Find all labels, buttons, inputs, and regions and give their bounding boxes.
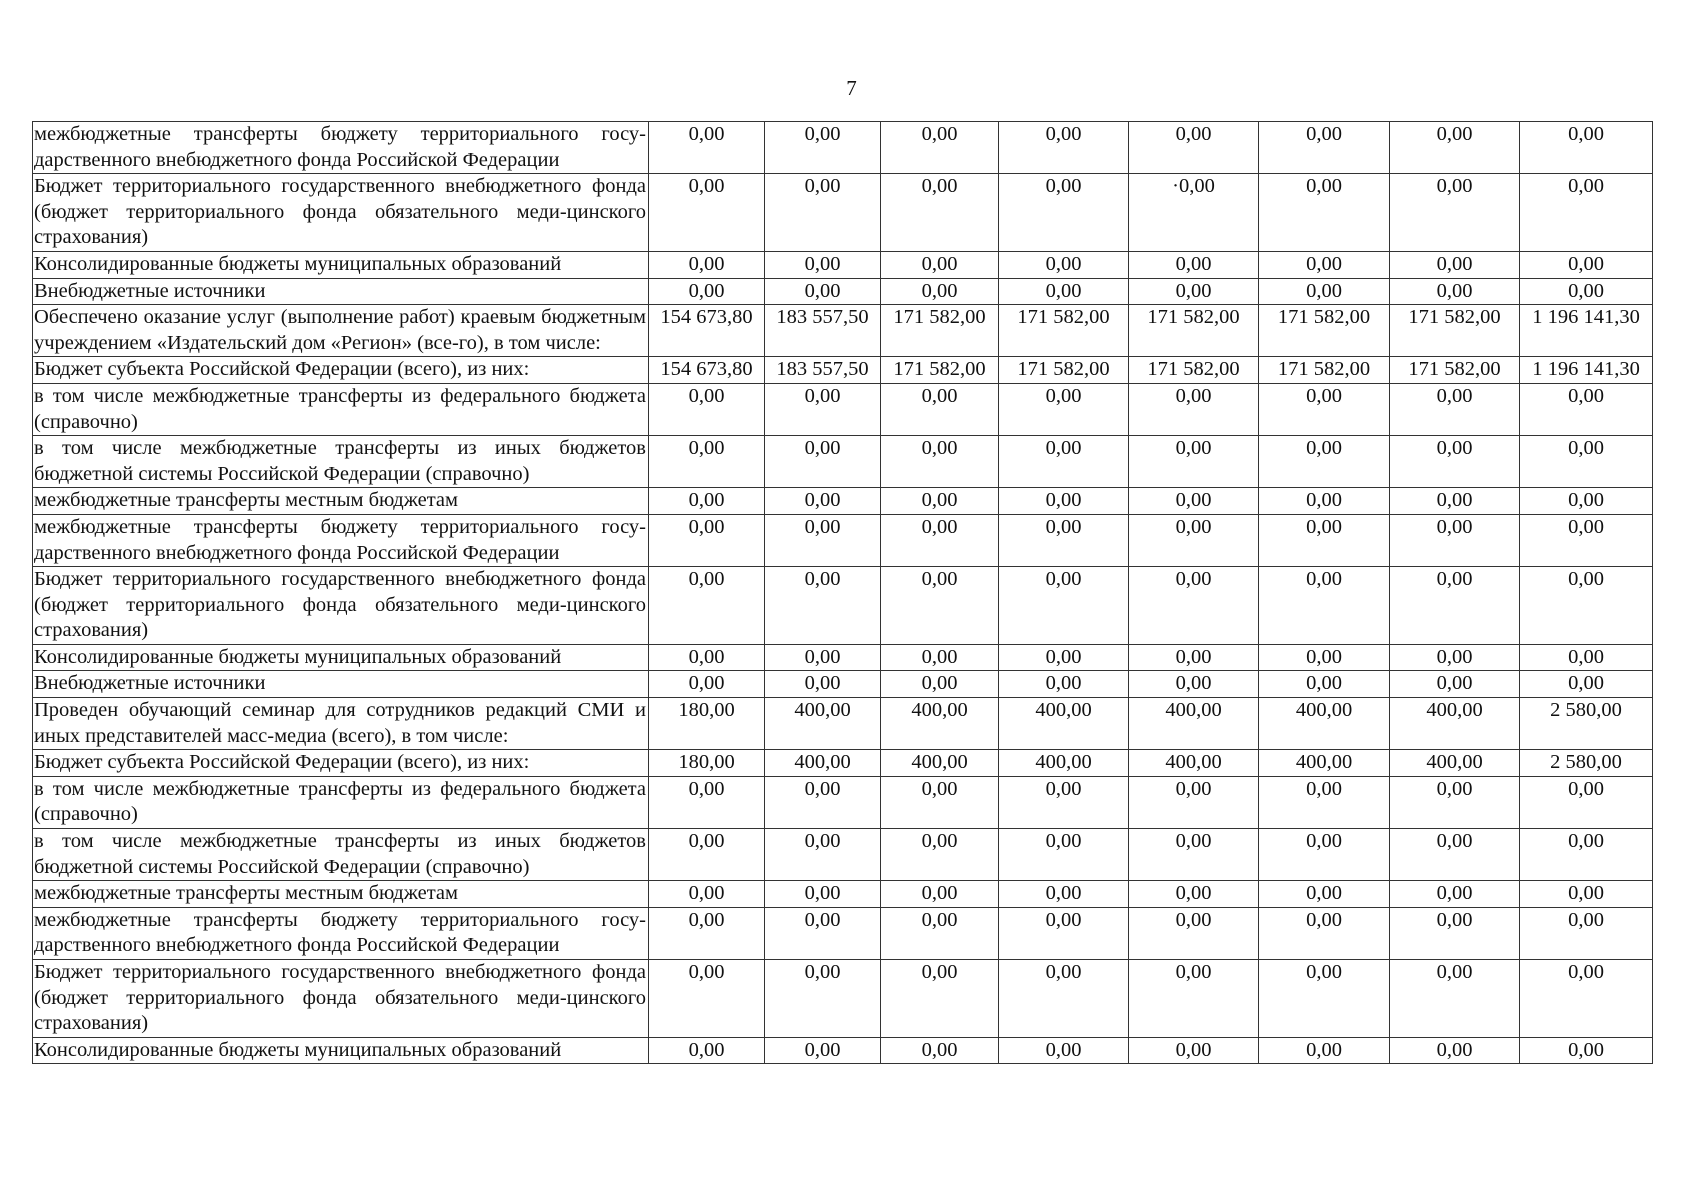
- row-label: Бюджет субъекта Российской Федерации (всего), из них:: [33, 750, 649, 777]
- value-cell: 0,00: [1259, 174, 1390, 252]
- value-cell: 0,00: [1259, 383, 1390, 435]
- value-cell: 0,00: [1390, 251, 1520, 278]
- row-label: Консолидированные бюджеты муниципальных образований: [33, 644, 649, 671]
- value-cell: 0,00: [1390, 881, 1520, 908]
- row-label: Внебюджетные источники: [33, 671, 649, 698]
- table-row: [33, 644, 1653, 671]
- value-cell: 0,00: [649, 436, 765, 488]
- value-cell: 0,00: [765, 829, 881, 881]
- value-cell: 0,00: [881, 278, 999, 305]
- table-row: [33, 436, 1653, 488]
- value-cell: 0,00: [999, 644, 1129, 671]
- value-cell: 0,00: [881, 251, 999, 278]
- value-cell: 0,00: [1390, 776, 1520, 828]
- value-cell: 400,00: [881, 750, 999, 777]
- row-label: Бюджет территориального государственного внебюджетного фонда (бюджет территориального фонда обязательного меди-цинского страхования): [33, 960, 649, 1038]
- value-cell: 0,00: [649, 383, 765, 435]
- value-cell: 400,00: [1259, 698, 1390, 750]
- value-cell: 0,00: [1259, 251, 1390, 278]
- value-cell: 0,00: [1259, 960, 1390, 1038]
- table-row: [33, 383, 1653, 435]
- table-row: [33, 776, 1653, 828]
- row-label: Внебюджетные источники: [33, 278, 649, 305]
- value-cell: 0,00: [765, 907, 881, 959]
- value-cell: 0,00: [1520, 829, 1653, 881]
- value-cell: 0,00: [1520, 881, 1653, 908]
- value-cell: 0,00: [1129, 488, 1259, 515]
- value-cell: 0,00: [765, 514, 881, 566]
- value-cell: 171 582,00: [1129, 305, 1259, 357]
- value-cell: 0,00: [1129, 383, 1259, 435]
- value-cell: 171 582,00: [1390, 305, 1520, 357]
- value-cell: 0,00: [1390, 567, 1520, 645]
- value-cell: 0,00: [1259, 776, 1390, 828]
- value-cell: 0,00: [1390, 514, 1520, 566]
- table-row: [33, 251, 1653, 278]
- value-cell: 400,00: [1259, 750, 1390, 777]
- value-cell: 0,00: [1520, 278, 1653, 305]
- value-cell: 0,00: [881, 776, 999, 828]
- table-row: [33, 567, 1653, 645]
- value-cell: 1 196 141,30: [1520, 305, 1653, 357]
- value-cell: 0,00: [999, 907, 1129, 959]
- value-cell: 0,00: [1390, 436, 1520, 488]
- value-cell: 0,00: [1259, 644, 1390, 671]
- value-cell: 400,00: [765, 750, 881, 777]
- row-label: межбюджетные трансферты местным бюджетам: [33, 881, 649, 908]
- row-label: межбюджетные трансферты бюджету территориального госу-дарственного внебюджетного фонда Российской Федерации: [33, 514, 649, 566]
- value-cell: 0,00: [999, 1037, 1129, 1064]
- value-cell: 0,00: [1520, 567, 1653, 645]
- value-cell: 0,00: [1129, 278, 1259, 305]
- value-cell: 0,00: [1520, 776, 1653, 828]
- value-cell: 0,00: [1129, 122, 1259, 174]
- value-cell: 0,00: [1520, 907, 1653, 959]
- value-cell: 0,00: [1129, 907, 1259, 959]
- value-cell: 0,00: [649, 881, 765, 908]
- value-cell: 171 582,00: [1129, 357, 1259, 384]
- value-cell: 180,00: [649, 698, 765, 750]
- value-cell: 0,00: [999, 251, 1129, 278]
- row-label: в том числе межбюджетные трансферты из иных бюджетов бюджетной системы Российской Федерации (справочно): [33, 829, 649, 881]
- table-row: [33, 881, 1653, 908]
- row-label: Консолидированные бюджеты муниципальных образований: [33, 1037, 649, 1064]
- value-cell: 0,00: [999, 488, 1129, 515]
- value-cell: 400,00: [999, 750, 1129, 777]
- value-cell: 0,00: [1129, 1037, 1259, 1064]
- table-row: [33, 1037, 1653, 1064]
- value-cell: 0,00: [1129, 671, 1259, 698]
- value-cell: 0,00: [881, 383, 999, 435]
- value-cell: 0,00: [1520, 436, 1653, 488]
- value-cell: 0,00: [999, 671, 1129, 698]
- value-cell: 0,00: [649, 644, 765, 671]
- value-cell: 180,00: [649, 750, 765, 777]
- value-cell: 0,00: [999, 383, 1129, 435]
- value-cell: 0,00: [1390, 488, 1520, 515]
- value-cell: 0,00: [1259, 829, 1390, 881]
- value-cell: 0,00: [765, 436, 881, 488]
- value-cell: 171 582,00: [1390, 357, 1520, 384]
- value-cell: 0,00: [881, 1037, 999, 1064]
- table-row: [33, 488, 1653, 515]
- value-cell: 0,00: [881, 960, 999, 1038]
- value-cell: 171 582,00: [881, 305, 999, 357]
- value-cell: 0,00: [1520, 174, 1653, 252]
- value-cell: 0,00: [1129, 644, 1259, 671]
- value-cell: 0,00: [1390, 907, 1520, 959]
- value-cell: 154 673,80: [649, 357, 765, 384]
- value-cell: 0,00: [881, 436, 999, 488]
- value-cell: 0,00: [765, 881, 881, 908]
- value-cell: 0,00: [881, 907, 999, 959]
- value-cell: 0,00: [1390, 122, 1520, 174]
- row-label: Консолидированные бюджеты муниципальных образований: [33, 251, 649, 278]
- value-cell: 0,00: [1520, 1037, 1653, 1064]
- row-label: Обеспечено оказание услуг (выполнение работ) краевым бюджетным учреждением «Издательский дом «Регион» (все-го), в том числе:: [33, 305, 649, 357]
- value-cell: 0,00: [1520, 122, 1653, 174]
- value-cell: 0,00: [881, 174, 999, 252]
- value-cell: 0,00: [765, 122, 881, 174]
- value-cell: 0,00: [1129, 960, 1259, 1038]
- value-cell: 0,00: [649, 1037, 765, 1064]
- value-cell: 0,00: [881, 488, 999, 515]
- table-row: [33, 305, 1653, 357]
- value-cell: 0,00: [1259, 881, 1390, 908]
- table-row: [33, 122, 1653, 174]
- value-cell: 0,00: [1390, 1037, 1520, 1064]
- value-cell: 0,00: [1259, 567, 1390, 645]
- value-cell: 0,00: [1259, 122, 1390, 174]
- value-cell: 0,00: [649, 514, 765, 566]
- value-cell: 0,00: [765, 251, 881, 278]
- budget-table: [32, 121, 1653, 1064]
- table-row: [33, 514, 1653, 566]
- value-cell: 0,00: [1259, 1037, 1390, 1064]
- value-cell: 171 582,00: [999, 357, 1129, 384]
- row-label: Бюджет территориального государственного внебюджетного фонда (бюджет территориального фонда обязательного меди-цинского страхования): [33, 567, 649, 645]
- value-cell: 2 580,00: [1520, 750, 1653, 777]
- value-cell: 0,00: [1129, 776, 1259, 828]
- value-cell: 0,00: [881, 122, 999, 174]
- value-cell: 0,00: [1390, 829, 1520, 881]
- value-cell: 0,00: [1520, 960, 1653, 1038]
- value-cell: 0,00: [999, 829, 1129, 881]
- value-cell: 0,00: [881, 829, 999, 881]
- value-cell: 0,00: [1390, 174, 1520, 252]
- table-row: [33, 907, 1653, 959]
- value-cell: ·0,00: [1129, 174, 1259, 252]
- value-cell: 0,00: [765, 671, 881, 698]
- value-cell: 400,00: [1129, 698, 1259, 750]
- value-cell: 400,00: [765, 698, 881, 750]
- value-cell: 0,00: [649, 776, 765, 828]
- value-cell: 0,00: [1390, 644, 1520, 671]
- budget-table-body: [33, 122, 1653, 1064]
- value-cell: 0,00: [999, 278, 1129, 305]
- value-cell: 0,00: [649, 488, 765, 515]
- row-label: Бюджет территориального государственного внебюджетного фонда (бюджет территориального фонда обязательного меди-цинского страхования): [33, 174, 649, 252]
- value-cell: 0,00: [1259, 488, 1390, 515]
- table-row: [33, 698, 1653, 750]
- value-cell: 0,00: [1520, 383, 1653, 435]
- value-cell: 0,00: [1390, 671, 1520, 698]
- value-cell: 0,00: [649, 829, 765, 881]
- value-cell: 0,00: [765, 1037, 881, 1064]
- value-cell: 171 582,00: [1259, 357, 1390, 384]
- table-row: [33, 174, 1653, 252]
- table-row: [33, 278, 1653, 305]
- value-cell: 0,00: [999, 174, 1129, 252]
- value-cell: 0,00: [1390, 278, 1520, 305]
- page-number: 7: [846, 76, 857, 100]
- value-cell: 0,00: [765, 488, 881, 515]
- table-row: [33, 357, 1653, 384]
- value-cell: 0,00: [999, 514, 1129, 566]
- value-cell: 0,00: [881, 567, 999, 645]
- value-cell: 0,00: [649, 567, 765, 645]
- table-row: [33, 750, 1653, 777]
- value-cell: 154 673,80: [649, 305, 765, 357]
- value-cell: 0,00: [1129, 881, 1259, 908]
- value-cell: 171 582,00: [1259, 305, 1390, 357]
- value-cell: 400,00: [1390, 698, 1520, 750]
- value-cell: 0,00: [1259, 278, 1390, 305]
- value-cell: 0,00: [649, 907, 765, 959]
- value-cell: 0,00: [1520, 671, 1653, 698]
- value-cell: 0,00: [1259, 514, 1390, 566]
- value-cell: 183 557,50: [765, 305, 881, 357]
- value-cell: 400,00: [1129, 750, 1259, 777]
- value-cell: 0,00: [649, 122, 765, 174]
- row-label: межбюджетные трансферты бюджету территориального госу-дарственного внебюджетного фонда Российской Федерации: [33, 122, 649, 174]
- value-cell: 0,00: [1520, 514, 1653, 566]
- value-cell: 400,00: [1390, 750, 1520, 777]
- row-label: в том числе межбюджетные трансферты из федерального бюджета (справочно): [33, 776, 649, 828]
- value-cell: 0,00: [649, 960, 765, 1038]
- value-cell: 400,00: [999, 698, 1129, 750]
- value-cell: 0,00: [765, 278, 881, 305]
- value-cell: 0,00: [649, 174, 765, 252]
- row-label: Проведен обучающий семинар для сотрудников редакций СМИ и иных представителей масс-медиа (всего), в том числе:: [33, 698, 649, 750]
- value-cell: 0,00: [1520, 251, 1653, 278]
- value-cell: 2 580,00: [1520, 698, 1653, 750]
- value-cell: 0,00: [999, 960, 1129, 1038]
- value-cell: 0,00: [881, 881, 999, 908]
- value-cell: 171 582,00: [881, 357, 999, 384]
- value-cell: 1 196 141,30: [1520, 357, 1653, 384]
- table-row: [33, 671, 1653, 698]
- row-label: межбюджетные трансферты бюджету территориального госу-дарственного внебюджетного фонда Российской Федерации: [33, 907, 649, 959]
- row-label: в том числе межбюджетные трансферты из федерального бюджета (справочно): [33, 383, 649, 435]
- value-cell: 0,00: [1259, 436, 1390, 488]
- row-label: в том числе межбюджетные трансферты из иных бюджетов бюджетной системы Российской Федерации (справочно): [33, 436, 649, 488]
- table-row: [33, 960, 1653, 1038]
- value-cell: 171 582,00: [999, 305, 1129, 357]
- value-cell: 0,00: [999, 567, 1129, 645]
- value-cell: 0,00: [1520, 644, 1653, 671]
- value-cell: 0,00: [765, 174, 881, 252]
- value-cell: 0,00: [999, 436, 1129, 488]
- value-cell: 0,00: [1129, 436, 1259, 488]
- value-cell: 0,00: [1259, 671, 1390, 698]
- value-cell: 0,00: [881, 514, 999, 566]
- value-cell: 0,00: [1129, 251, 1259, 278]
- value-cell: 0,00: [999, 881, 1129, 908]
- value-cell: 0,00: [1129, 829, 1259, 881]
- value-cell: 0,00: [881, 671, 999, 698]
- value-cell: 0,00: [765, 644, 881, 671]
- value-cell: 0,00: [999, 122, 1129, 174]
- value-cell: 0,00: [1520, 488, 1653, 515]
- value-cell: 0,00: [649, 251, 765, 278]
- value-cell: 400,00: [881, 698, 999, 750]
- value-cell: 0,00: [649, 278, 765, 305]
- value-cell: 0,00: [1390, 960, 1520, 1038]
- value-cell: 0,00: [1390, 383, 1520, 435]
- value-cell: 0,00: [1129, 514, 1259, 566]
- row-label: Бюджет субъекта Российской Федерации (всего), из них:: [33, 357, 649, 384]
- table-row: [33, 829, 1653, 881]
- row-label: межбюджетные трансферты местным бюджетам: [33, 488, 649, 515]
- value-cell: 0,00: [765, 383, 881, 435]
- value-cell: 0,00: [649, 671, 765, 698]
- value-cell: 0,00: [765, 567, 881, 645]
- value-cell: 0,00: [999, 776, 1129, 828]
- value-cell: 183 557,50: [765, 357, 881, 384]
- value-cell: 0,00: [881, 644, 999, 671]
- value-cell: 0,00: [1259, 907, 1390, 959]
- value-cell: 0,00: [1129, 567, 1259, 645]
- value-cell: 0,00: [765, 776, 881, 828]
- value-cell: 0,00: [765, 960, 881, 1038]
